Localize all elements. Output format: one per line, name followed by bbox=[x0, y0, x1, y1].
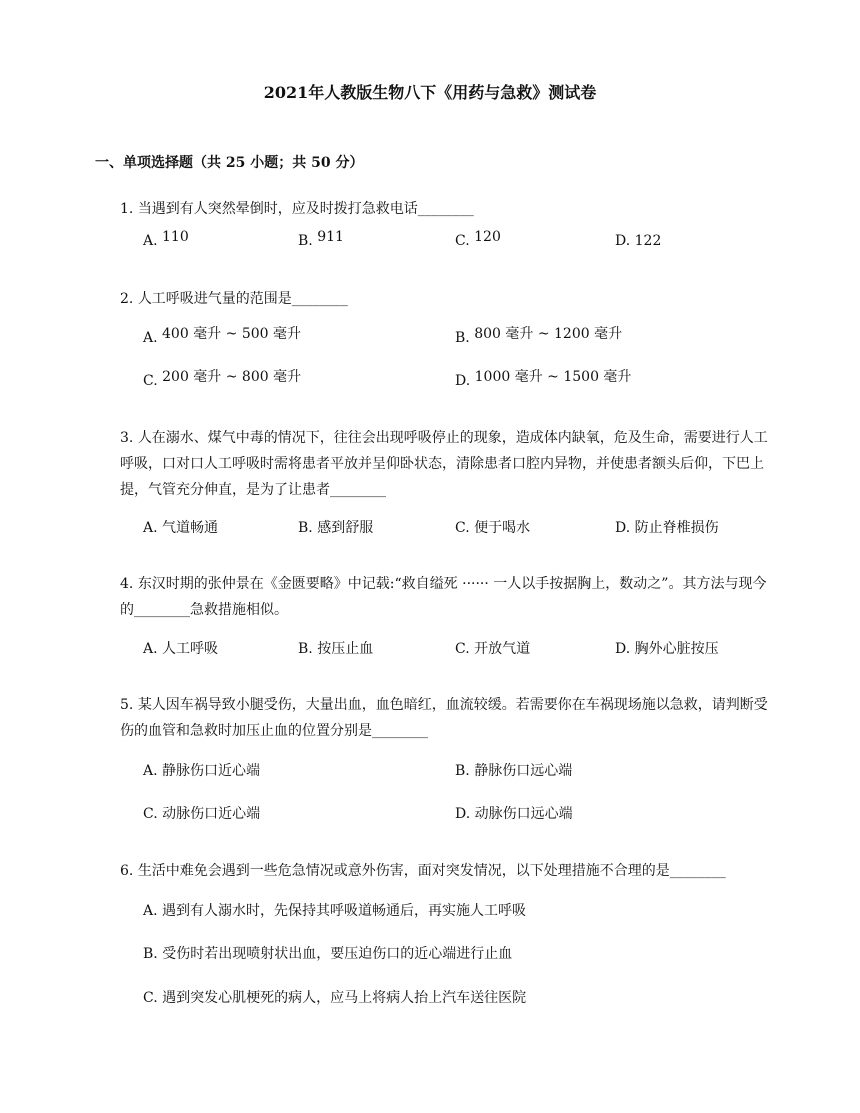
question-stem: 东汉时期的张仲景在《金匮要略》中记载:“救自缢死 ······ 一人以手按据胸上，数动之”。其方法与现今的________急救措施相似。 bbox=[120, 576, 767, 618]
question-number: 6. bbox=[120, 863, 134, 879]
option-b[interactable]: B. 按压止血 bbox=[298, 641, 374, 657]
option-d[interactable]: D. 防止脊椎损伤 bbox=[615, 520, 719, 536]
document-title: 2021年人教版生物八下《用药与急救》测试卷 bbox=[263, 83, 597, 102]
question-number: 4. bbox=[120, 576, 134, 592]
section-heading: 一、单项选择题（共 25 小题；共 50 分） bbox=[95, 155, 364, 171]
question-stem: 某人因车祸导致小腿受伤，大量出血，血色暗红，血流较缓。若需要你在车祸现场施以急救，请判断受伤的血管和急救时加压止血的位置分别是________ bbox=[120, 697, 768, 739]
question-number: 5. bbox=[120, 697, 134, 713]
option-a[interactable]: A. 110 bbox=[143, 229, 189, 249]
option-a[interactable]: A. 气道畅通 bbox=[143, 520, 219, 536]
option-c[interactable]: C. 动脉伤口近心端 bbox=[143, 806, 261, 822]
option-a[interactable]: A. 遇到有人溺水时，先保持其呼吸道畅通后，再实施人工呼吸 bbox=[143, 903, 527, 919]
question-3 bbox=[120, 425, 768, 503]
question-number: 2. bbox=[120, 291, 134, 307]
option-a[interactable]: A. 400 毫升 ~ 500 毫升 bbox=[143, 326, 301, 346]
option-d[interactable]: D. 动脉伤口远心端 bbox=[455, 806, 573, 822]
option-b[interactable]: B. 受伤时若出现喷射状出血，要压迫伤口的近心端进行止血 bbox=[143, 946, 513, 962]
option-c[interactable]: C. 便于喝水 bbox=[455, 520, 531, 536]
question-stem: 生活中难免会遇到一些危急情况或意外伤害，面对突发情况，以下处理措施不合理的是________ bbox=[137, 863, 726, 879]
option-b[interactable]: B. 800 毫升 ~ 1200 毫升 bbox=[455, 326, 623, 346]
option-b[interactable]: B. 911 bbox=[298, 229, 344, 249]
option-c[interactable]: C. 遇到突发心肌梗死的病人，应马上将病人抬上汽车送往医院 bbox=[143, 990, 527, 1006]
question-stem: 人工呼吸进气量的范围是________ bbox=[137, 291, 348, 307]
question-6 bbox=[120, 858, 768, 884]
option-d[interactable]: D. 1000 毫升 ~ 1500 毫升 bbox=[455, 369, 632, 389]
question-stem: 人在溺水、煤气中毒的情况下，往往会出现呼吸停止的现象，造成体内缺氧，危及生命，需要进行人工呼吸，口对口人工呼吸时需将患者平放并呈仰卧状态，清除患者口腔内异物，并使患者额头后仰，下巴上提，气管充分伸直，是为了让患者________ bbox=[120, 430, 768, 498]
option-d[interactable]: D. 胸外心脏按压 bbox=[615, 641, 719, 657]
question-5 bbox=[120, 692, 768, 744]
question-1 bbox=[120, 196, 768, 222]
option-d[interactable]: D. 122 bbox=[615, 233, 662, 249]
option-b[interactable]: B. 感到舒服 bbox=[298, 520, 374, 536]
question-2 bbox=[120, 286, 768, 312]
option-c[interactable]: C. 200 毫升 ~ 800 毫升 bbox=[143, 369, 302, 389]
option-c[interactable]: C. 120 bbox=[455, 229, 501, 249]
question-4 bbox=[120, 571, 768, 623]
option-b[interactable]: B. 静脉伤口远心端 bbox=[455, 763, 573, 779]
option-c[interactable]: C. 开放气道 bbox=[455, 641, 531, 657]
option-a[interactable]: A. 人工呼吸 bbox=[143, 641, 219, 657]
question-stem: 当遇到有人突然晕倒时，应及时拨打急救电话________ bbox=[137, 201, 474, 217]
question-number: 1. bbox=[120, 201, 134, 217]
question-number: 3. bbox=[120, 430, 134, 446]
option-a[interactable]: A. 静脉伤口近心端 bbox=[143, 763, 261, 779]
